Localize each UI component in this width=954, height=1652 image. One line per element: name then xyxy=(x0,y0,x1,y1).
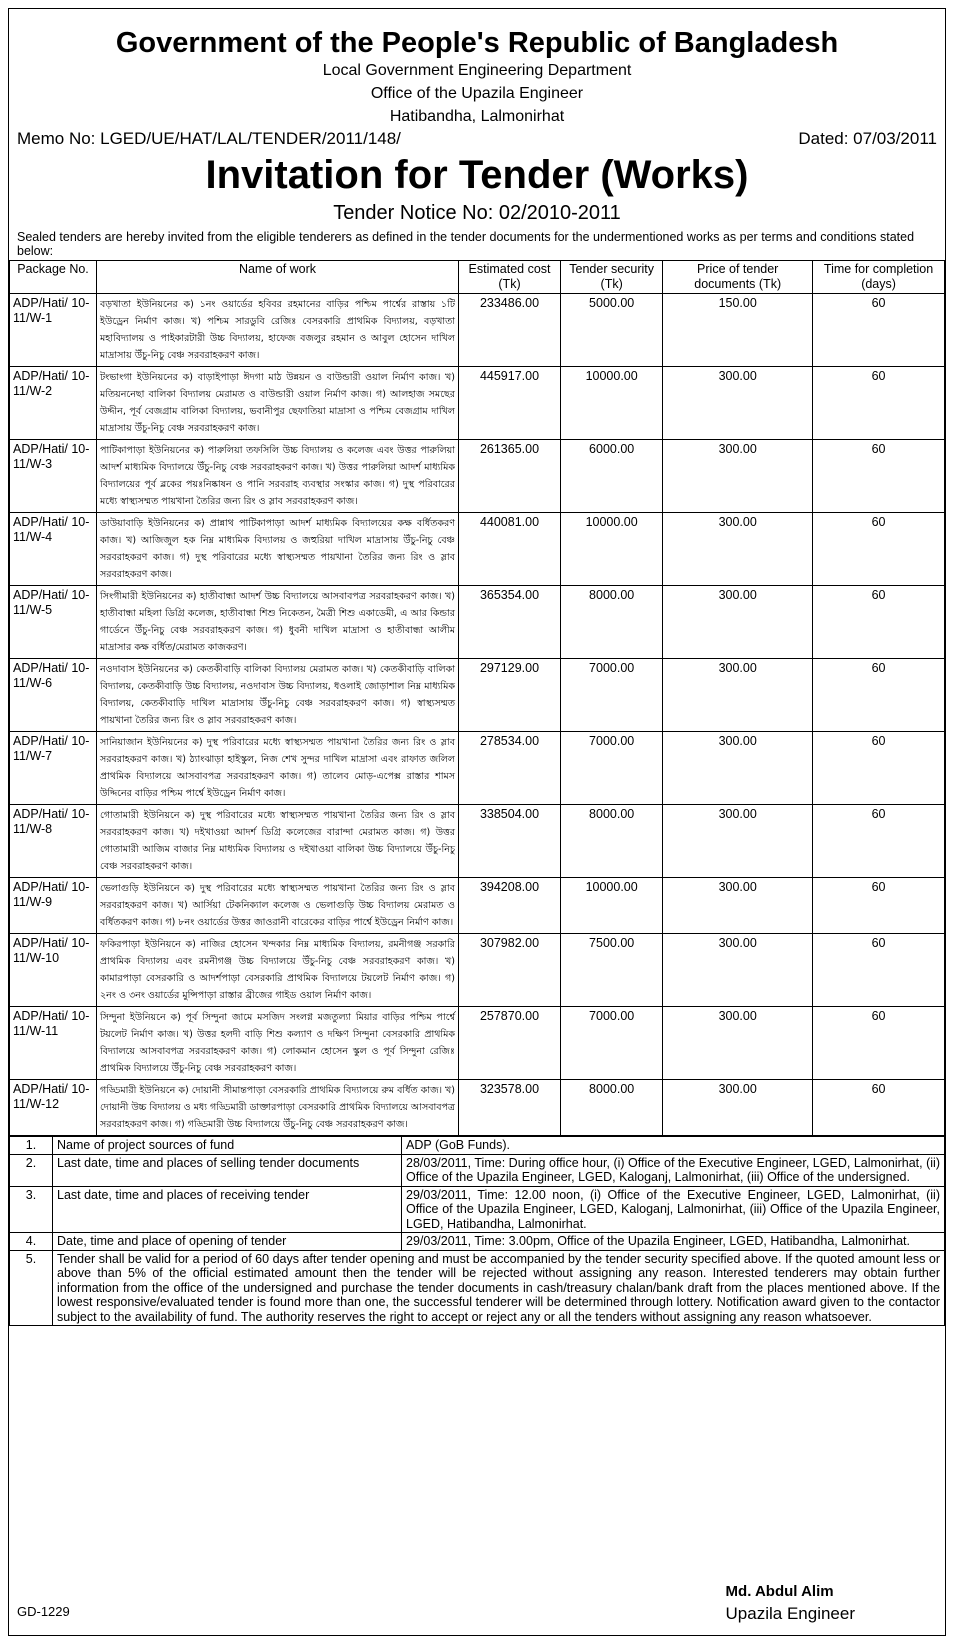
col-completion-time: Time for completion (days) xyxy=(813,261,945,294)
estimated-cost: 394208.00 xyxy=(459,878,561,934)
info-number: 2. xyxy=(10,1154,53,1186)
memo-row xyxy=(9,128,945,150)
tender-security: 7000.00 xyxy=(561,659,663,732)
work-description: ডাউয়াবাড়ি ইউনিয়নের ক) প্রান্নাথ পাটিকাপাড়া আদর্শ মাধ্যমিক বিদ্যালয়ের কক্ষ বর্ধিতকরণ কাজ। খ) আজিজুল হক নিম্ন মাধ্যমিক বিদ্যালয় ও জহুরিয়া দাখিল মাদ্রাসায় উঁচু-নিচু বেঞ্চ সরবরাহকরণ কাজ। গ) দুস্থ পরিবারের মধ্যে স্বাস্থ্যসম্মত পায়খানা তৈরির জন্য রিং ও স্লাব সরবরাহকরণ কাজ। xyxy=(97,513,459,586)
document-price: 300.00 xyxy=(663,934,813,1007)
tender-security: 8000.00 xyxy=(561,1080,663,1136)
package-number: ADP/Hati/ 10-11/W-4 xyxy=(10,513,97,586)
department-name: Local Government Engineering Department xyxy=(322,62,632,79)
work-description: নওদাবাস ইউনিয়নের ক) কেতকীবাড়ি বালিকা বিদ্যালয় মেরামত কাজ। খ) কেতকীবাড়ি বালিকা বিদ্যালয়, কেতকীবাড়ি উচ্চ বিদ্যালয়, নওদাবাস উচ্চ বিদ্যালয়, ধওলাই জোড়াশাল নিম্ন মাধ্যমিক বিদ্যালয়, কেতকীবাড়ি দাখিল মাদ্রাসায় উঁচু-নিচু বেঞ্চ সরবরাহকরণ কাজ। গ) স্বাস্থ্যসম্মত পায়খানা তৈরির জন্য রিং ও স্লাব সরবরাহকরণ কাজ। xyxy=(97,659,459,732)
completion-days: 60 xyxy=(813,934,945,1007)
package-number: ADP/Hati/ 10-11/W-6 xyxy=(10,659,97,732)
table-row xyxy=(10,805,945,878)
tender-security: 5000.00 xyxy=(561,294,663,367)
info-label: Name of project sources of fund xyxy=(53,1137,402,1155)
office-name: Office of the Upazila Engineer xyxy=(370,85,584,102)
works-table xyxy=(9,260,945,1136)
document-price: 300.00 xyxy=(663,586,813,659)
work-description: সানিয়াজান ইউনিয়নের ক) দুস্থ পরিবারের মধ্যে স্বাস্থ্যসম্মত পায়খানা তৈরির জন্য রিং ও স্লাব সরবরাহকরণ কাজ। খ) ঠ্যাংঝাড়া হাইস্কুল, নিজ শেখ সুন্দর দাখিল মাদ্রাসা এবং রাফাত জলিল প্রাথমিক বিদ্যালয়ে আসবাবপত্র সরবরাহকরণ কাজ। গ) তালেব মোড়-এপেক্স রাস্তার শামস উদ্দিনের বাড়ির পশ্চিম পার্শ্বে ইউড্রেন নির্মাণ কাজ। xyxy=(97,732,459,805)
estimated-cost: 297129.00 xyxy=(459,659,561,732)
document-price: 300.00 xyxy=(663,659,813,732)
table-row xyxy=(10,732,945,805)
info-value: 29/03/2011, Time: 3.00pm, Office of the Upazila Engineer, LGED, Hatibandha, Lalmonirhat. xyxy=(402,1233,945,1251)
document-price: 300.00 xyxy=(663,878,813,934)
completion-days: 60 xyxy=(813,1007,945,1080)
work-description: সিংগীমারী ইউনিয়নের ক) হাতীবান্ধা আদর্শ উচ্চ বিদ্যালয়ে আসবাবপত্র সরবরাহকরণ কাজ। খ) হাতীবান্ধা মহিলা ডিগ্রি কলেজ, হাতীবান্ধা শিশু নিকেতন, মৈত্রী শিশু একাডেমী, এ আর কিন্ডার গার্ডেনে উঁচু-নিচু বেঞ্চ সরবরাহকরণ কাজ। গ) ধুবনী দাখিল মাদ্রাসা ও হাতীবান্ধা আলীম মাদ্রাসার কক্ষ বর্ধিত/মেরামত কাজকরণ। xyxy=(97,586,459,659)
table-row xyxy=(10,934,945,1007)
work-description: গোতামারী ইউনিয়নে ক) দুস্থ পরিবারের মধ্যে স্বাস্থ্যসম্মত পায়খানা তৈরির জন্য রিং ও স্লাব সরবরাহকরণ কাজ। খ) দইখাওয়া আদর্শ ডিগ্রি কলেজের বারান্দা মেরামত কাজ। গ) উত্তর গোতামারী আজিম বাজার নিম্ন মাধ্যমিক বিদ্যালয় ও দইখাওয়া বালিকা উচ্চ বিদ্যালয়ে উঁচু-নিচু বেঞ্চ সরবরাহকরণ কাজ। xyxy=(97,805,459,878)
estimated-cost: 338504.00 xyxy=(459,805,561,878)
work-description: সিন্দুনা ইউনিয়নে ক) পূর্ব সিন্দুনা জামে মসজিদ সংলগ্ন মজতুল্যা মিয়ার বাড়ির পশ্চিম পার্শ্বে টয়লেট নির্মাণ কাজ। খ) উত্তর হলদী বাড়ি শিশু কল্যাণ ও দক্ষিণ সিন্দুনা বেসরকারি প্রাথমিক বিদ্যালয়ে আসবাবপত্র সরবরাহকরণ কাজ। গ) লোকমান হোসেন স্কুল ও পূর্ব সিন্দুনা রেজিঃ প্রাথমিক বিদ্যালয়ে উঁচু-নিচু বেঞ্চ সরবরাহকরণ কাজ। xyxy=(97,1007,459,1080)
completion-days: 60 xyxy=(813,586,945,659)
completion-days: 60 xyxy=(813,1080,945,1136)
info-label: Last date, time and places of receiving tender xyxy=(53,1186,402,1233)
estimated-cost: 278534.00 xyxy=(459,732,561,805)
estimated-cost: 323578.00 xyxy=(459,1080,561,1136)
notice-title: Invitation for Tender (Works) xyxy=(205,153,749,197)
signatory-designation: Upazila Engineer xyxy=(725,1604,855,1623)
document-price: 300.00 xyxy=(663,805,813,878)
signatory-name: Md. Abdul Alim xyxy=(725,1583,834,1600)
package-number: ADP/Hati/ 10-11/W-3 xyxy=(10,440,97,513)
col-package: Package No. xyxy=(10,261,97,294)
tender-security: 8000.00 xyxy=(561,586,663,659)
estimated-cost: 365354.00 xyxy=(459,586,561,659)
completion-days: 60 xyxy=(813,659,945,732)
document-price: 300.00 xyxy=(663,1007,813,1080)
package-number: ADP/Hati/ 10-11/W-10 xyxy=(10,934,97,1007)
tender-security: 6000.00 xyxy=(561,440,663,513)
table-row xyxy=(10,513,945,586)
completion-days: 60 xyxy=(813,732,945,805)
government-name: Government of the People's Republic of Bangladesh xyxy=(115,27,839,59)
work-description: ফকিরপাড়া ইউনিয়নে ক) নাজির হোসেন খন্দকার নিম্ন মাধ্যমিক বিদ্যালয়, রমনীগঞ্জ সরকারি প্রাথমিক বিদ্যালয় এবং রমনীগঞ্জ উচ্চ বিদ্যালয়ে উঁচু-নিচু বেঞ্চ সরবরাহকরণ কাজ। খ) কামারপাড়া বেসরকারি ও আদর্শপাড়া বেসরকারি প্রাথমিক বিদ্যালয়ে টয়লেট নির্মাণ কাজ। গ) ২নং ও ৩নং ওয়ার্ডের মুন্সিপাড়া রাস্তার ব্রীজের গাইড ওয়াল নির্মাণ কাজ। xyxy=(97,934,459,1007)
info-number: 4. xyxy=(10,1233,53,1251)
info-label: Date, time and place of opening of tender xyxy=(53,1233,402,1251)
info-value: 29/03/2011, Time: 12.00 noon, (i) Office of the Executive Engineer, LGED, Lalmonirhat, (ii) Office of the Upazila Engineer, LGED, Kaloganj, Lalmonirhat, (iii) Office of the Upazila Engineer, LGED, Hatibandha, Lalmonirhat. xyxy=(402,1186,945,1233)
col-document-price: Price of tender documents (Tk) xyxy=(663,261,813,294)
office-location: Hatibandha, Lalmonirhat xyxy=(389,108,565,125)
package-number: ADP/Hati/ 10-11/W-9 xyxy=(10,878,97,934)
completion-days: 60 xyxy=(813,878,945,934)
completion-days: 60 xyxy=(813,440,945,513)
info-value: 28/03/2011, Time: During office hour, (i) Office of the Executive Engineer, LGED, Lalmonirhat, (ii) Office of the Upazila Engineer, LGED, Kaloganj, Lalmonirhat, (iii) Office of the undersigned. xyxy=(402,1154,945,1186)
notice-header xyxy=(9,27,945,128)
tender-security: 7000.00 xyxy=(561,732,663,805)
works-table-body xyxy=(10,294,945,1136)
work-description: টংভাংগা ইউনিয়নের ক) বাড়াইপাড়া ঈদগা মাঠ উন্নয়ন ও বাউন্ডারী ওয়াল নির্মাণ কাজ। খ) মতিয়ননেছা বালিকা বিদ্যালয় মেরামত ও বাউন্ডারী ওয়াল নির্মাণ কাজ। গ) আলহাজ সমছের উদ্দীন, পূর্ব বেজগ্রাম বালিকা বিদ্যালয়, ভবানীপুর ছেফাতিয়া মাদ্রাসা ও পশ্চিম বেজগ্রাম দাখিল মাদ্রাসায় উঁচু-নিচু বেঞ্চ সরবরাহকরণ কাজ। xyxy=(97,367,459,440)
package-number: ADP/Hati/ 10-11/W-7 xyxy=(10,732,97,805)
work-description: পাটিকাপাড়া ইউনিয়নের ক) পারুলিয়া তফসিলি উচ্চ বিদ্যালয় ও কলেজ এবং উত্তর পারুলিয়া আদর্শ মাধ্যমিক বিদ্যালয়ে উঁচু-নিচু বেঞ্চ সরবরাহকরণ কাজ। খ) উত্তর পারুলিয়া আদর্শ মাধ্যমিক বিদ্যালয়ের পূর্ব ব্লকের পয়ঃনিষ্কাষন ও পানি সরবরাহ ব্যবস্থার সংস্কার কাজ। গ) দুস্থ পরিবারের মধ্যে স্বাস্থ্যসম্মত পায়খানা তৈরির জন্য রিং ও স্লাব সরবরাহকরণ কাজ। xyxy=(97,440,459,513)
info-number: 1. xyxy=(10,1137,53,1155)
tender-security: 7000.00 xyxy=(561,1007,663,1080)
tender-info-table xyxy=(9,1136,945,1326)
info-row xyxy=(10,1186,945,1233)
intro-text: Sealed tenders are hereby invited from the eligible tenderers as defined in the tender documents for the undermentioned works as per terms and conditions stated below: xyxy=(17,230,915,258)
table-row xyxy=(10,659,945,732)
table-row xyxy=(10,1007,945,1080)
table-row xyxy=(10,367,945,440)
info-number: 5. xyxy=(10,1250,53,1326)
work-description: ভেলাগুড়ি ইউনিয়নে ক) দুস্থ পরিবারের মধ্যে স্বাস্থ্যসম্মত পায়খানা তৈরির জন্য রিং ও স্লাব সরবরাহকরণ কাজ। খ) আর্সিয়া টেকনিক্যাল কলেজ ও ভেলাগুড়ি উচ্চ বিদ্যালয় মেরামত ও বর্ধিতকরণ কাজ। গ) ৮নং ওয়ার্ডের উত্তর জাওরানী বারেকের বাড়ির পার্শ্বে ইউড্রেন নির্মাণ কাজ। xyxy=(97,878,459,934)
document-price: 300.00 xyxy=(663,440,813,513)
table-row xyxy=(10,440,945,513)
terms-text: Tender shall be valid for a period of 60 days after tender opening and must be accompanied by the tender security specified above. If the quoted amount less or above than 5% of the official estimated amount then the tender will be rejected without assigning any reason. Interested tenderers may obtain further information from the office of the undersigned and purchase the tender documents in cash/treasury chalan/bank draft from the places mentioned above. If the lowest responsive/evaluated tender is found more than one, the successful tenderer will be determined through lottery. Notification award given to the contactor subject to the availability of fund. The authority reserves the right to accept or reject any or all the tenders without assigning any reason whatsoever. xyxy=(53,1250,945,1326)
tender-security: 7500.00 xyxy=(561,934,663,1007)
tender-notice-page xyxy=(8,8,946,1636)
tender-security: 8000.00 xyxy=(561,805,663,878)
info-row-terms xyxy=(10,1250,945,1326)
table-row xyxy=(10,586,945,659)
completion-days: 60 xyxy=(813,513,945,586)
works-table-header xyxy=(10,261,945,294)
completion-days: 60 xyxy=(813,294,945,367)
estimated-cost: 440081.00 xyxy=(459,513,561,586)
document-price: 300.00 xyxy=(663,1080,813,1136)
document-price: 300.00 xyxy=(663,513,813,586)
tender-info-body xyxy=(10,1137,945,1251)
gd-code: GD-1229 xyxy=(17,1604,70,1619)
notice-footer xyxy=(17,1571,945,1629)
package-number: ADP/Hati/ 10-11/W-11 xyxy=(10,1007,97,1080)
signature-block xyxy=(726,1581,855,1625)
completion-days: 60 xyxy=(813,805,945,878)
col-estimated-cost: Estimated cost (Tk) xyxy=(459,261,561,294)
estimated-cost: 261365.00 xyxy=(459,440,561,513)
package-number: ADP/Hati/ 10-11/W-2 xyxy=(10,367,97,440)
estimated-cost: 257870.00 xyxy=(459,1007,561,1080)
completion-days: 60 xyxy=(813,367,945,440)
info-row xyxy=(10,1233,945,1251)
table-row xyxy=(10,878,945,934)
document-price: 300.00 xyxy=(663,732,813,805)
tender-security: 10000.00 xyxy=(561,367,663,440)
document-price: 150.00 xyxy=(663,294,813,367)
info-label: Last date, time and places of selling tender documents xyxy=(53,1154,402,1186)
work-description: বড়খাতা ইউনিয়নের ক) ১নং ওয়ার্ডের হবিবর রহমানের বাড়ির পশ্চিম পার্শ্বের রাস্তায় ১টি ইউড্রেন নির্মাণ কাজ। খ) পশ্চিম সারডুবি রেজিঃ বেসরকারি প্রাথমিক বিদ্যালয়, বড়খাতা মহাবিদ্যালয় ও পাইকারটারী উচ্চ বিদ্যালয়, হাফেজ বজলুর রহমান ও আবুল হোসেন দাখিল মাদ্রাসায় উঁচু-নিচু বেঞ্চ সরবরাহকরণ কাজ। xyxy=(97,294,459,367)
estimated-cost: 233486.00 xyxy=(459,294,561,367)
document-price: 300.00 xyxy=(663,367,813,440)
info-row xyxy=(10,1137,945,1155)
package-number: ADP/Hati/ 10-11/W-1 xyxy=(10,294,97,367)
package-number: ADP/Hati/ 10-11/W-8 xyxy=(10,805,97,878)
info-value: ADP (GoB Funds). xyxy=(402,1137,945,1155)
package-number: ADP/Hati/ 10-11/W-12 xyxy=(10,1080,97,1136)
work-description: গড্ডিমারী ইউনিয়নে ক) দোয়ানী সীমান্তপাড়া বেসরকারি প্রাথমিক বিদ্যালয়ে রুম বর্ধিত কাজ। খ) দোয়ানী উচ্চ বিদ্যালয় ও মধ্য গড্ডিমারী ডাক্তারপাড়া বেসরকারি প্রাথমিক বিদ্যালয়ে আসবাবপত্র সরবরাহকরণ কাজ। গ) গড্ডিমারী উচ্চ বিদ্যালয়ে উঁচু-নিচু বেঞ্চ সরবরাহকরণ কাজ। xyxy=(97,1080,459,1136)
tender-notice-number: Tender Notice No: 02/2010-2011 xyxy=(333,202,621,224)
info-row xyxy=(10,1154,945,1186)
col-work: Name of work xyxy=(97,261,459,294)
info-number: 3. xyxy=(10,1186,53,1233)
tender-security: 10000.00 xyxy=(561,878,663,934)
memo-number: Memo No: LGED/UE/HAT/LAL/TENDER/2011/148/ xyxy=(17,129,401,148)
col-tender-security: Tender security (Tk) xyxy=(561,261,663,294)
table-row xyxy=(10,1080,945,1136)
estimated-cost: 445917.00 xyxy=(459,367,561,440)
package-number: ADP/Hati/ 10-11/W-5 xyxy=(10,586,97,659)
estimated-cost: 307982.00 xyxy=(459,934,561,1007)
table-row xyxy=(10,294,945,367)
memo-date: Dated: 07/03/2011 xyxy=(798,129,937,148)
tender-security: 10000.00 xyxy=(561,513,663,586)
